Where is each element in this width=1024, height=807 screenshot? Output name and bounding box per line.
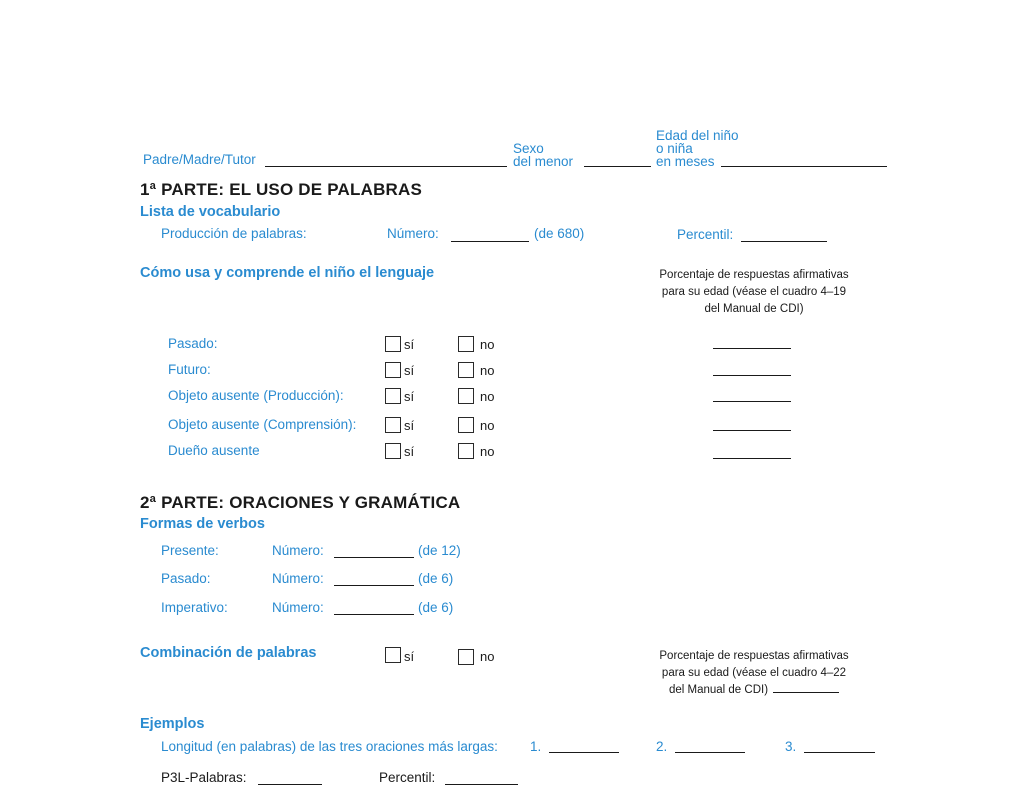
verb-label: Presente: <box>161 543 219 558</box>
yes-checkbox[interactable] <box>385 417 401 433</box>
sex-label-line2: del menor <box>513 154 574 169</box>
percentage-field[interactable] <box>713 375 791 376</box>
sex-field[interactable] <box>584 166 651 167</box>
part1-note-line3: del Manual de CDI) <box>704 303 804 315</box>
verb-total: (de 6) <box>418 600 454 615</box>
verb-number-field[interactable] <box>334 614 414 615</box>
usage-item-label: Pasado: <box>168 336 218 351</box>
part2-note-line2: para su edad (véase el cuadro 4–22 <box>661 667 847 679</box>
production-total: (de 680) <box>534 226 585 241</box>
no-label: no <box>480 337 495 352</box>
part2-percentage-field[interactable] <box>773 692 839 693</box>
combination-title: Combinación de palabras <box>140 645 317 661</box>
age-label-line2: o niña <box>656 141 693 156</box>
production-number-field[interactable] <box>451 241 529 242</box>
usage-item-label: Objeto ausente (Producción): <box>168 388 344 403</box>
vocab-title: Lista de vocabulario <box>140 204 281 220</box>
part2-note-line3: del Manual de CDI) <box>668 684 769 696</box>
example-2-field[interactable] <box>675 752 745 753</box>
examples-title: Ejemplos <box>140 716 205 732</box>
no-label: no <box>480 363 495 378</box>
yes-checkbox[interactable] <box>385 443 401 459</box>
p3l-label: P3L-Palabras: <box>161 770 247 785</box>
verb-number-field[interactable] <box>334 585 414 586</box>
no-checkbox[interactable] <box>458 362 474 378</box>
verb-label: Pasado: <box>161 571 211 586</box>
verb-number-label: Número: <box>272 543 324 558</box>
age-field[interactable] <box>721 166 887 167</box>
parent-field[interactable] <box>265 166 507 167</box>
verb-number-field[interactable] <box>334 557 414 558</box>
percentage-field[interactable] <box>713 401 791 402</box>
verb-total: (de 6) <box>418 571 454 586</box>
example-1-number: 1. <box>530 739 542 754</box>
yes-label: sí <box>404 337 415 352</box>
usage-title: Cómo usa y comprende el niño el lenguaje <box>140 265 435 281</box>
part2-note-line3-row <box>636 682 872 699</box>
yes-checkbox[interactable] <box>385 336 401 352</box>
no-label: no <box>480 444 495 459</box>
example-1-field[interactable] <box>549 752 619 753</box>
verb-number-label: Número: <box>272 600 324 615</box>
combination-no-checkbox[interactable] <box>458 649 474 665</box>
yes-checkbox[interactable] <box>385 388 401 404</box>
verbs-title: Formas de verbos <box>140 516 265 532</box>
verb-number-label: Número: <box>272 571 324 586</box>
length-label: Longitud (en palabras) de las tres oraciones más largas: <box>161 739 498 754</box>
yes-label: sí <box>404 363 415 378</box>
part1-note-line1: Porcentaje de respuestas afirmativas <box>659 269 849 281</box>
no-label: no <box>480 418 495 433</box>
usage-item-label: Futuro: <box>168 362 211 377</box>
yes-checkbox[interactable] <box>385 362 401 378</box>
yes-label: sí <box>404 389 415 404</box>
production-number-label: Número: <box>387 226 439 241</box>
example-3-field[interactable] <box>804 752 875 753</box>
sex-label <box>513 142 573 168</box>
no-label: no <box>480 389 495 404</box>
p3l-percentile-field[interactable] <box>445 784 518 785</box>
example-3-number: 3. <box>785 739 797 754</box>
p3l-percentile-label: Percentil: <box>379 770 436 785</box>
parent-label: Padre/Madre/Tutor <box>143 152 256 167</box>
no-checkbox[interactable] <box>458 388 474 404</box>
part2-note <box>636 648 872 699</box>
part1-note <box>636 267 872 318</box>
production-percentile-label: Percentil: <box>677 227 734 242</box>
combination-yes-label: sí <box>404 649 415 664</box>
combination-yes-checkbox[interactable] <box>385 647 401 663</box>
yes-label: sí <box>404 418 415 433</box>
no-checkbox[interactable] <box>458 417 474 433</box>
no-checkbox[interactable] <box>458 336 474 352</box>
percentage-field[interactable] <box>713 458 791 459</box>
example-2-number: 2. <box>656 739 668 754</box>
part1-title: 1ª PARTE: EL USO DE PALABRAS <box>140 180 423 199</box>
usage-item-label: Objeto ausente (Comprensión): <box>168 417 357 432</box>
usage-item-label: Dueño ausente <box>168 443 260 458</box>
verb-total: (de 12) <box>418 543 461 558</box>
part1-note-line2: para su edad (véase el cuadro 4–19 <box>661 286 847 298</box>
part2-note-line1: Porcentaje de respuestas afirmativas <box>659 650 849 662</box>
percentage-field[interactable] <box>713 430 791 431</box>
combination-no-label: no <box>480 649 495 664</box>
age-label-line3: en meses <box>656 154 715 169</box>
production-percentile-field[interactable] <box>741 241 827 242</box>
part2-title: 2ª PARTE: ORACIONES Y GRAMÁTICA <box>140 493 461 512</box>
yes-label: sí <box>404 444 415 459</box>
production-label: Producción de palabras: <box>161 226 307 241</box>
percentage-field[interactable] <box>713 348 791 349</box>
no-checkbox[interactable] <box>458 443 474 459</box>
sex-label-line1: Sexo <box>513 141 544 156</box>
age-label <box>656 129 739 168</box>
verb-label: Imperativo: <box>161 600 228 615</box>
p3l-field[interactable] <box>258 784 322 785</box>
age-label-line1: Edad del niño <box>656 128 739 143</box>
